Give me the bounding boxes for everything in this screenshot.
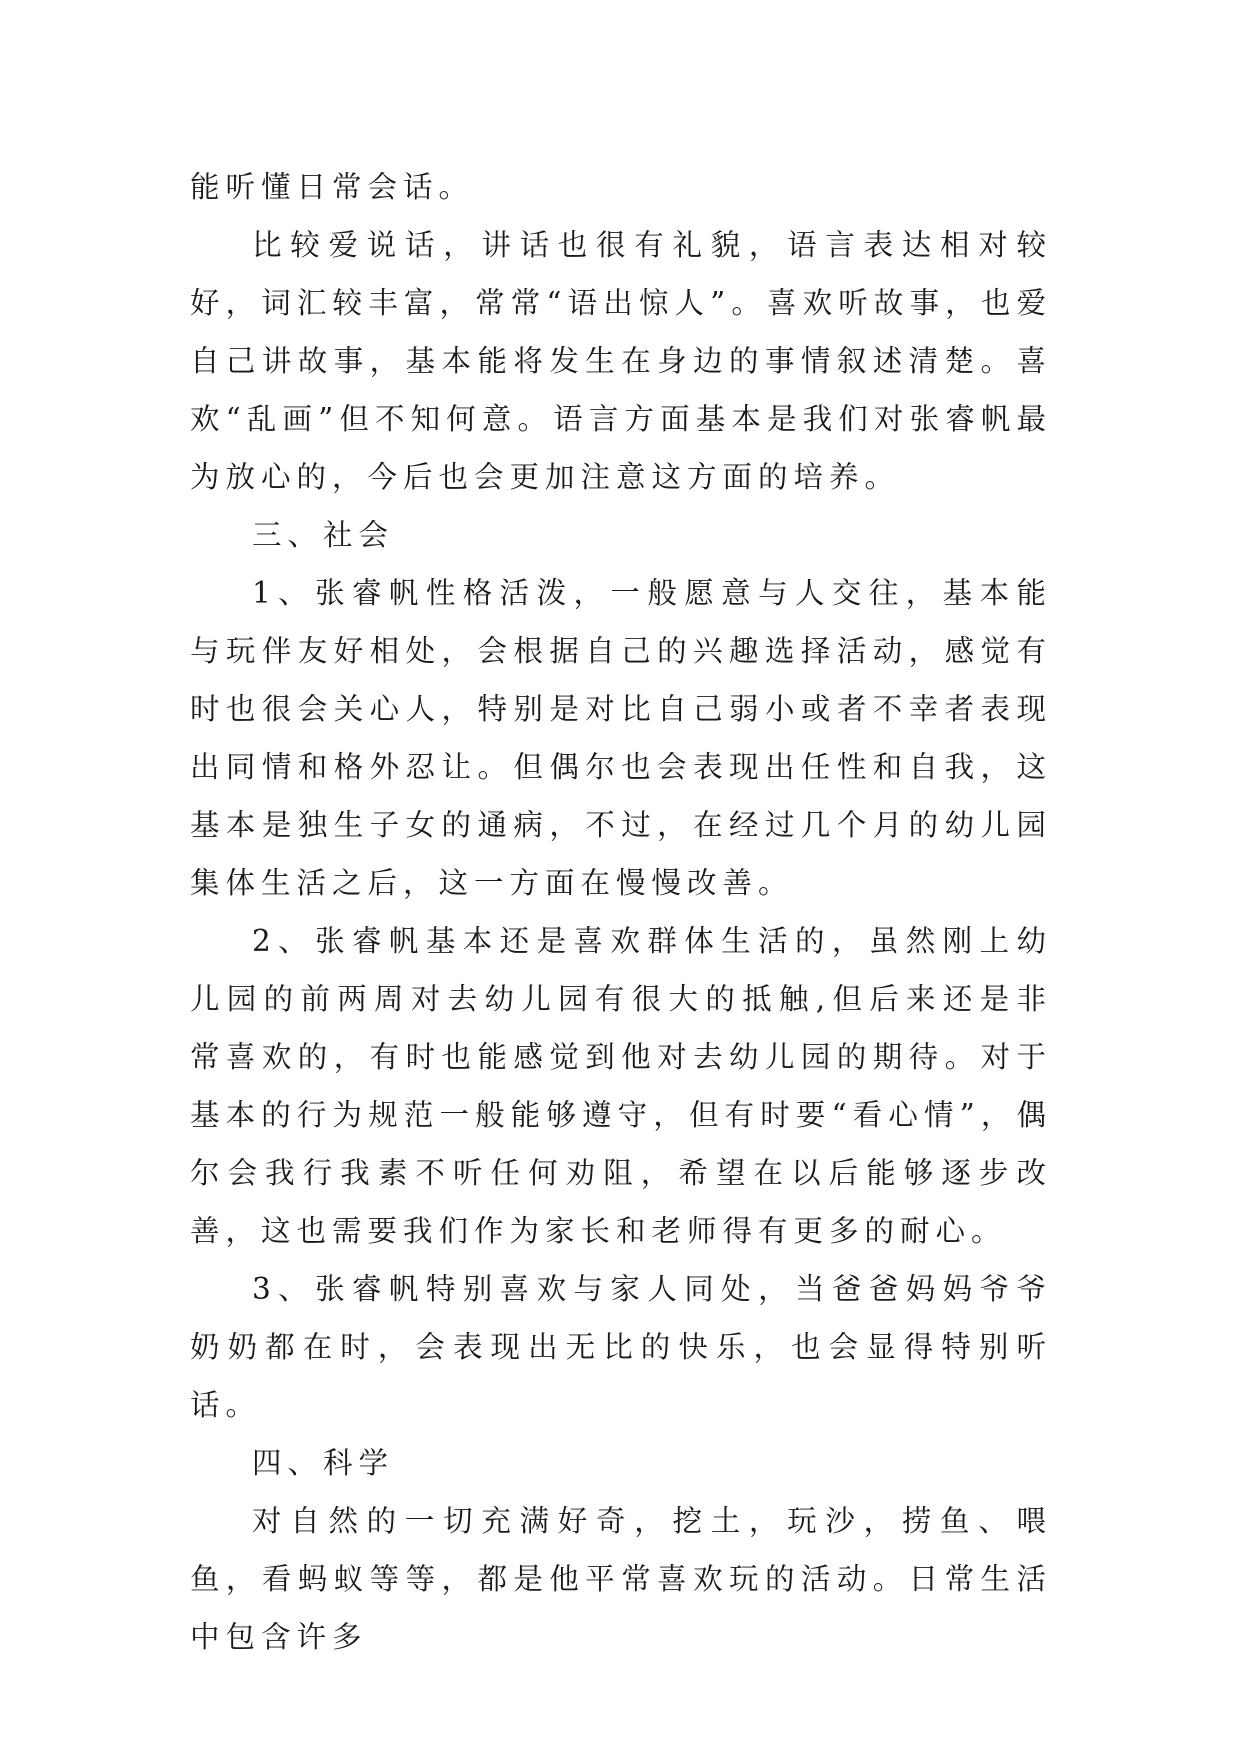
paragraph-language: 比较爱说话，讲话也很有礼貌，语言表达相对较好，词汇较丰富，常常“语出惊人”。喜欢听故事，也爱自己讲故事，基本能将发生在身边的事情叙述清楚。喜欢“乱画”但不知何意。语言方面基本是我们对张睿帆最为放心的，今后也会更加注意这方面的培养。 [190, 228, 1052, 494]
paragraph-social-2: 2、张睿帆基本还是喜欢群体生活的，虽然刚上幼儿园的前两周对去幼儿园有很大的抵触,但后来还是非常喜欢的，有时也能感觉到他对去幼儿园的期待。对于基本的行为规范一般能够遵守，但有时要“看心情”，偶尔会我行我素不听任何劝阻，希望在以后能够逐步改善，这也需要我们作为家长和老师得有更多的耐心。 [190, 924, 1052, 1248]
paragraph-social-3: 3、张睿帆特别喜欢与家人同处，当爸爸妈妈爷爷奶奶都在时，会表现出无比的快乐，也会显得特别听话。 [190, 1272, 1052, 1422]
document-body [190, 158, 1052, 1666]
section-heading-social: 三、社会 [252, 518, 395, 552]
paragraph-continuation: 能听懂日常会话。 [190, 170, 475, 204]
section-heading-science: 四、科学 [252, 1446, 395, 1480]
paragraph-social-1: 1、张睿帆性格活泼，一般愿意与人交往，基本能与玩伴友好相处，会根据自己的兴趣选择活动，感觉有时也很会关心人，特别是对比自己弱小或者不幸者表现出同情和格外忍让。但偶尔也会表现出任性和自我，这基本是独生子女的通病，不过，在经过几个月的幼儿园集体生活之后，这一方面在慢慢改善。 [190, 576, 1052, 900]
paragraph-science: 对自然的一切充满好奇，挖土，玩沙，捞鱼、喂鱼，看蚂蚁等等，都是他平常喜欢玩的活动。日常生活中包含许多 [190, 1504, 1052, 1654]
